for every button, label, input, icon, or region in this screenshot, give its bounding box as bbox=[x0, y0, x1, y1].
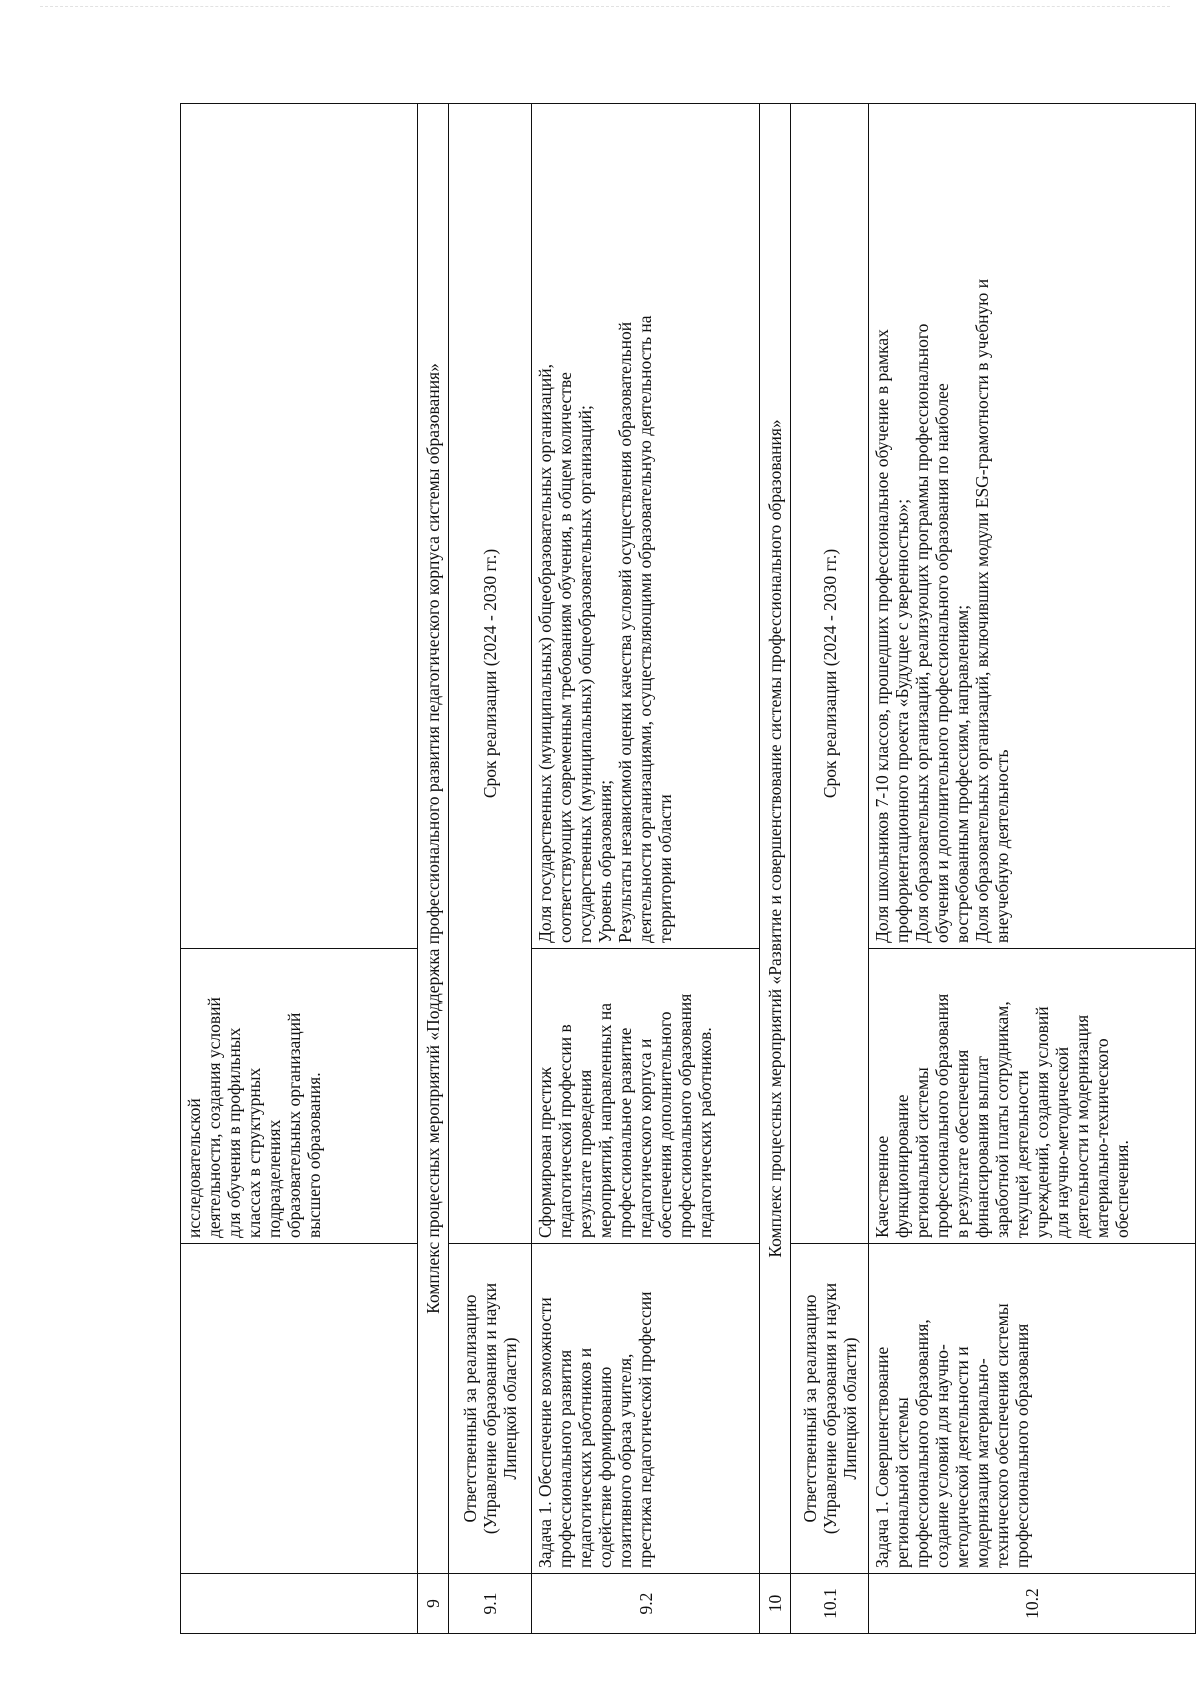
result-cell: Качественное функционирование региональной системы профессионального образования в результате обеспечения финансирования выплат заработной платы сотрудникам, текущей деятельности учреждений, создания условий для научно-методической деятельности и модернизация материально-технического обеспечения. bbox=[869, 949, 1196, 1244]
indicators-cell: Доля государственных (муниципальных) общеобразовательных организаций, соответствующих современным требованиям обучения, в общем количестве государственных (муниципальных) общеобразовательных организаций; Уровень образования; Результаты независимой оценки качества условий осуществления образовательной деятельности организациями, осуществляющими образовательную деятельность на территории области bbox=[531, 104, 760, 949]
task-cell bbox=[181, 1244, 418, 1574]
task-cell: Задача 1. Обеспечение возможности профессионального развития педагогических работников и содействие формированию позитивного образа учителя, престижа педагогической профессии bbox=[531, 1244, 760, 1574]
table-row-continuation bbox=[181, 104, 418, 1634]
row-number: 9.2 bbox=[531, 1574, 760, 1634]
responsible-cell: Ответственный за реализацию (Управление образования и науки Липецкой области) bbox=[790, 1244, 868, 1574]
complex-title: Комплекс процессных мероприятий «Развитие и совершенствование системы профессионального образования» bbox=[760, 104, 790, 1574]
row-number: 10 bbox=[760, 1574, 790, 1634]
table-row-9-2 bbox=[531, 104, 760, 1634]
rotated-table-container bbox=[180, 104, 1196, 1634]
table-row-10-2 bbox=[869, 104, 1196, 1634]
table-row-10 bbox=[760, 104, 790, 1634]
responsible-cell: Ответственный за реализацию (Управление образования и науки Липецкой области) bbox=[448, 1244, 531, 1574]
row-number: 9.1 bbox=[448, 1574, 531, 1634]
table-row-9 bbox=[418, 104, 448, 1634]
result-cell: Сформирован престиж педагогической профессии в результате проведения мероприятий, направленных на профессиональное развитие педагогического корпуса и обеспечения дополнительного профессионального образования педагогических работников. bbox=[531, 949, 760, 1244]
indicators-cell bbox=[181, 104, 418, 949]
scan-artifact-line bbox=[40, 6, 1170, 13]
program-table bbox=[180, 103, 1196, 1634]
row-number: 9 bbox=[418, 1574, 448, 1634]
task-cell: Задача 1. Совершенствование региональной системы профессионального образования, создание условий для научно- методической деятельности и модернизация материально- технического обеспечения системы профессионального образования bbox=[869, 1244, 1196, 1574]
result-cell: исследовательской деятельности, создания условий для обучения в профильных классах в структурных подразделениях образовательных организаций высшего образования. bbox=[181, 949, 418, 1244]
table-row-9-1 bbox=[448, 104, 531, 1634]
row-number bbox=[181, 1574, 418, 1634]
row-number: 10.2 bbox=[869, 1574, 1196, 1634]
table-row-10-1 bbox=[790, 104, 868, 1634]
term-cell: Срок реализации (2024 - 2030 гг.) bbox=[790, 104, 868, 1244]
row-number: 10.1 bbox=[790, 1574, 868, 1634]
indicators-cell: Доля школьников 7-10 классов, прошедших профессиональное обучение в рамках профориентационного проекта «Будущее с уверенностью»; Доля образовательных организаций, реализующих программы профессионального обучения и дополнительного профессионального образования по наиболее востребованным профессиям, направлениям; Доля образовательных организаций, включивших модули ESG-грамотности в учебную и внеучебную деятельность bbox=[869, 104, 1196, 949]
term-cell: Срок реализации (2024 - 2030 гг.) bbox=[448, 104, 531, 1244]
complex-title: Комплекс процессных мероприятий «Поддержка профессионального развития педагогического корпуса системы образования» bbox=[418, 104, 448, 1574]
